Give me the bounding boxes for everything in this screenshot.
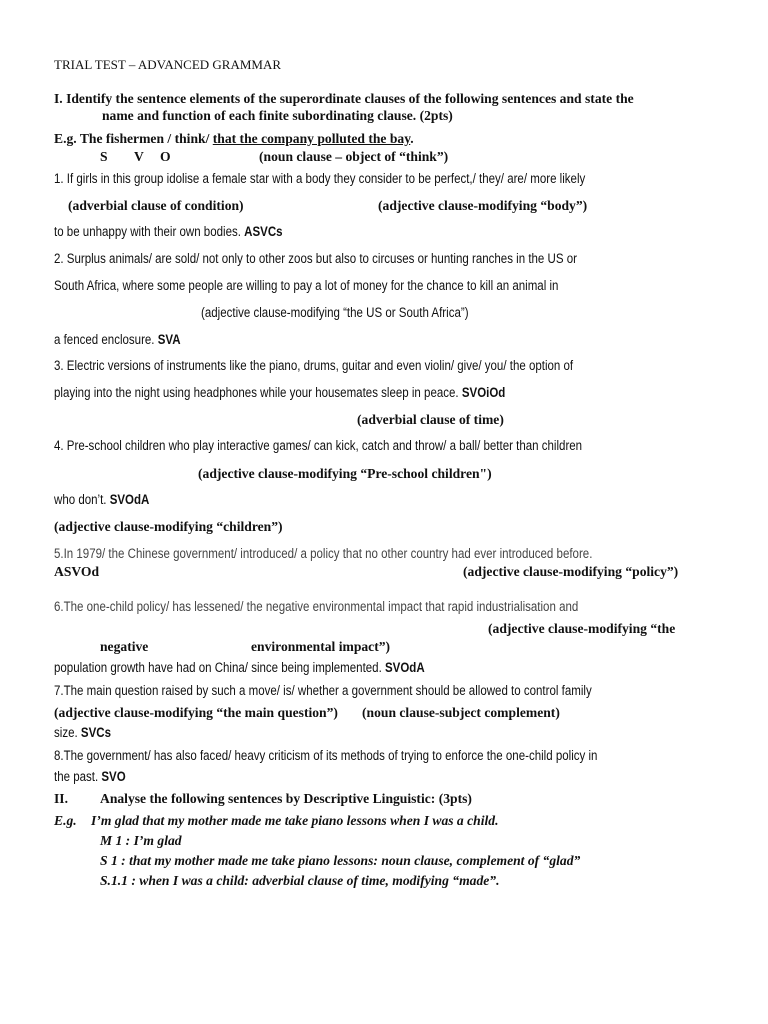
sentence-2-answer: SVA — [157, 332, 181, 347]
sentence-3-answer: SVOiOd — [461, 385, 506, 400]
example-suffix: . — [410, 131, 414, 146]
sentence-2-line-2: South Africa, where some people are willing to pay a lot of money for the chance to kill an animal in — [54, 278, 559, 293]
sentence-2-line-1: 2. Surplus animals/ are sold/ not only to other zoos but also to circuses or hunting ranches in the US or — [54, 251, 577, 266]
sentence-2-line-3 — [54, 332, 181, 347]
example-clause-note: (noun clause – object of “think”) — [259, 149, 449, 164]
sentence-2-note: (adjective clause-modifying “the US or South Africa”) — [201, 305, 469, 320]
example-prefix: E.g. The fishermen / think/ — [54, 131, 213, 146]
sentence-5-line-1: 5.In 1979/ the Chinese government/ introduced/ a policy that no other country had ever introduced before. — [54, 546, 593, 561]
analysis-subordinate-clause-1-1: S.1.1 : when I was a child: adverbial clause of time, modifying “made”. — [100, 873, 500, 888]
sentence-4-note-b: (adjective clause-modifying “children”) — [54, 519, 283, 534]
part2-example-sentence: I’m glad that my mother made me take piano lessons when I was a child. — [91, 813, 499, 828]
sentence-4-line-2 — [54, 492, 149, 507]
sentence-1-line-1: 1. If girls in this group idolise a female star with a body they consider to be perfect,/ they/ are/ more likely — [54, 171, 586, 186]
sentence-7-line-2 — [54, 725, 111, 740]
example-sentence — [54, 131, 414, 147]
part2-heading: Analyse the following sentences by Descriptive Linguistic: (3pts) — [100, 791, 472, 806]
page-title: TRIAL TEST – ADVANCED GRAMMAR — [54, 57, 282, 72]
sentence-3-text: playing into the night using headphones while your housemates sleep in peace. — [54, 385, 462, 400]
sentence-1-answer: ASVCs — [244, 224, 283, 239]
analysis-main-clause: M 1 : I’m glad — [100, 833, 182, 848]
sentence-2-text: a fenced enclosure. — [54, 332, 158, 347]
analysis-subordinate-clause-1: S 1 : that my mother made me take piano lessons: noun clause, complement of “glad” — [100, 853, 581, 868]
part2-number: II. — [54, 791, 68, 806]
sentence-1-note-b: (adjective clause-modifying “body”) — [378, 198, 588, 213]
sentence-1-text: to be unhappy with their own bodies. — [54, 224, 245, 239]
sentence-7-note-a: (adjective clause-modifying “the main question”) — [54, 705, 338, 720]
sentence-4-note-a: (adjective clause-modifying “Pre-school children") — [198, 466, 492, 481]
sentence-1-line-2 — [54, 224, 283, 239]
sentence-7-answer: SVCs — [80, 725, 111, 740]
part1-heading-line2: name and function of each finite subordinating clause. (2pts) — [102, 108, 453, 123]
sentence-7-text: size. — [54, 725, 81, 740]
sentence-6-note-a: (adjective clause-modifying “the — [488, 621, 676, 636]
sentence-6-note-c: environmental impact”) — [251, 639, 391, 654]
sentence-4-line-1: 4. Pre-school children who play interactive games/ can kick, catch and throw/ a ball/ better than children — [54, 438, 583, 453]
sentence-8-text: the past. — [54, 769, 102, 784]
sentence-6-text: population growth have had on China/ since being implemented. — [54, 660, 385, 675]
example-label-v: V — [134, 149, 144, 164]
sentence-7-note-b: (noun clause-subject complement) — [362, 705, 560, 720]
part2-example-prefix: E.g. — [54, 813, 77, 828]
sentence-1-note-a: (adverbial clause of condition) — [68, 198, 244, 213]
sentence-3-note: (adverbial clause of time) — [357, 412, 504, 427]
sentence-7-line-1: 7.The main question raised by such a move/ is/ whether a government should be allowed to control family — [54, 683, 592, 698]
sentence-8-answer: SVO — [101, 769, 126, 784]
sentence-4-answer: SVOdA — [109, 492, 150, 507]
sentence-5-answer: ASVOd — [54, 564, 100, 579]
sentence-6-line-2 — [54, 660, 425, 675]
sentence-6-note-b: negative — [100, 639, 149, 654]
sentence-5-note: (adjective clause-modifying “policy”) — [463, 564, 679, 579]
sentence-3-line-2 — [54, 385, 505, 400]
sentence-6-line-1: 6.The one-child policy/ has lessened/ the negative environmental impact that rapid industrialisation and — [54, 599, 579, 614]
sentence-8-line-1: 8.The government/ has also faced/ heavy criticism of its methods of trying to enforce the one-child policy in — [54, 748, 598, 763]
sentence-4-text: who don’t. — [54, 492, 110, 507]
example-label-o: O — [160, 149, 171, 164]
example-label-s: S — [100, 149, 108, 164]
sentence-3-line-1: 3. Electric versions of instruments like the piano, drums, guitar and even violin/ give/ you/ the option of — [54, 358, 574, 373]
sentence-8-line-2 — [54, 769, 126, 784]
example-underlined-clause: that the company polluted the bay — [212, 131, 411, 146]
part1-heading-line1: I. Identify the sentence elements of the superordinate clauses of the following sentences and state the — [54, 91, 634, 106]
sentence-6-answer: SVOdA — [384, 660, 425, 675]
